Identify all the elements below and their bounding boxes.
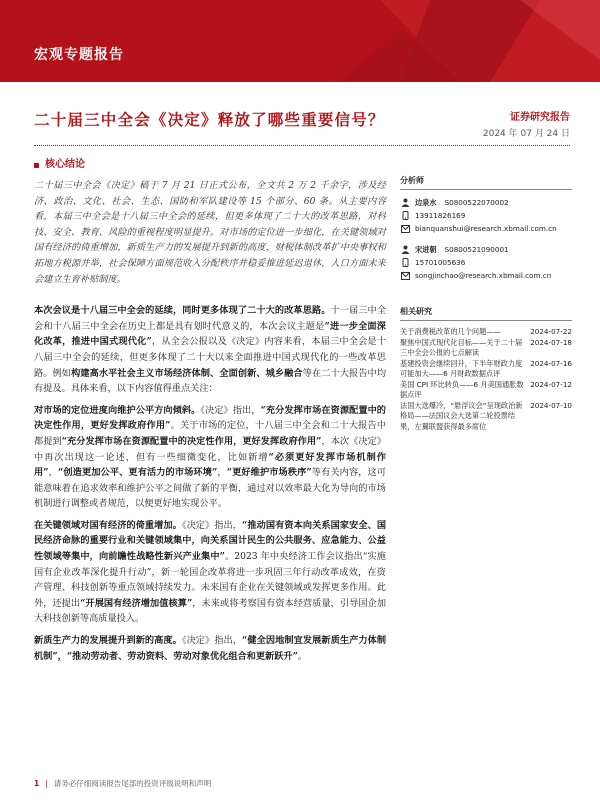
related-date: 2024-07-10 [530, 400, 572, 410]
related-item[interactable] [400, 380, 572, 401]
paragraph-2-text-d: 等有关内容，这可能意味着在追求效率和维护公平之间做了新的平衡，通过对以效率最大化为导向的市场机制进行调整或者规范，以便更好地实现公平。 [34, 467, 387, 510]
analyst-card [400, 243, 572, 282]
paragraph-3-text-a: 《决定》指出， [181, 519, 243, 531]
analyst-name-row [400, 243, 572, 256]
header-banner [0, 0, 600, 82]
paragraph-4-quote: “健全因地制宜发展新质生产力体制机制”，“推动劳动者、劳动资料、劳动对象优化组合和更新跃升” [34, 635, 387, 662]
paragraph-3-quote-b: “开展国有经济增加值核算” [80, 597, 193, 609]
square-bullet-icon [34, 163, 39, 168]
paragraph-1-lead: 本次会议是十八届三中全会的延续，同时更多体现了二十大的改革思路。 [34, 305, 331, 317]
analyst-name: 宋进朝 [415, 244, 437, 254]
paragraph-4-text-a: 《决定》指出， [181, 635, 243, 647]
paragraph-2-quote-a: “充分发挥市场在资源配置中的决定性作用，更好发挥政府作用” [34, 404, 386, 432]
related-date: 2024-07-12 [530, 379, 572, 389]
analyst-email[interactable]: bianquanshui@research.xbmail.com.cn [415, 224, 557, 233]
analyst-card [400, 196, 572, 235]
paragraph-2-text-a: 《决定》指出， [200, 404, 261, 416]
paragraph-2 [34, 403, 386, 512]
phone-icon [400, 258, 410, 267]
analyst-license: S0800522070002 [444, 198, 509, 207]
related-title: 关于消费税改革的几个问题—— [400, 327, 501, 336]
related-item[interactable] [400, 338, 572, 359]
paragraph-2-lead: 对市场的定位进度向维护公平方向倾斜。 [34, 404, 201, 416]
paragraph-4-text-b: 。 [297, 650, 308, 662]
person-icon [400, 198, 410, 207]
page-footer [34, 778, 211, 789]
analyst-email-row [400, 222, 572, 235]
related-heading: 相关研究 [400, 306, 572, 321]
report-category: 宏观专题报告 [34, 47, 124, 63]
summary-label: 核心结论 [45, 159, 85, 171]
report-date: 2024 年 07 月 24 日 [482, 129, 570, 139]
banner-decoration [340, 0, 600, 82]
analyst-name-row [400, 196, 572, 209]
analyst-phone: 13911826169 [415, 211, 466, 220]
main-body [34, 158, 386, 670]
paragraph-3-text-b: 。2023 年中央经济工作会议指出“实施国有企业改革深化提升行动”，新一轮国企改革将进一步巩固三年行动改革成效，在资产管理、科技创新等重点领域持续发力。未来国有企业在关键领域或发挥更多作用。此外，还提出 [34, 551, 386, 609]
analyst-email-row [400, 269, 572, 282]
analyst-heading: 分析师 [400, 175, 572, 190]
phone-icon [400, 211, 410, 220]
paragraph-1-text-c: 等在二十大报告中均有提及。具体来看，以下内容值得重点关注： [34, 367, 387, 395]
sidebar [400, 175, 572, 432]
analyst-phone-row [400, 209, 572, 222]
report-series: 证券研究报告 [510, 112, 570, 123]
paragraph-2-quote-b: “充分发挥市场在资源配置中的决定性作用，更好发挥政府作用” [61, 435, 322, 447]
page-number: 1 [34, 779, 40, 788]
email-icon [400, 271, 410, 280]
related-date: 2024-07-18 [530, 337, 572, 347]
related-title: 基建投资会继续回升，下半年财政力度可能加大——6 月财政数据点评 [400, 358, 523, 378]
paragraph-4-lead: 新质生产力的发展提升到新的高度。 [34, 635, 182, 647]
related-title: 聚焦中国式现代化目标——关于二十届三中全会公报的七点解读 [400, 337, 523, 357]
paragraph-4 [34, 633, 386, 664]
paragraph-2-text-b: 。关于市场的定位，十八届三中全会和二十大报告中都提到 [34, 420, 387, 447]
paragraph-1 [34, 303, 386, 397]
analyst-phone: 15701005636 [415, 258, 466, 267]
paragraph-2-quote-c: “必须更好发挥市场机制作用” [34, 451, 386, 479]
analyst-license: S0800521090001 [444, 245, 509, 254]
paragraph-3-quote-a: “推动国有资本向关系国家安全、国民经济命脉的重要行业和关键领域集中，向关系国计民生的公共服务、应急能力、公益性领域等集中，向前瞻性战略性新兴产业集中” [34, 519, 387, 563]
analyst-name: 边泉水 [415, 197, 437, 207]
paragraph-2-quote-e: “更好维护市场秩序” [226, 467, 312, 479]
footer-disclaimer: 请务必仔细阅读报告尾部的投资评级说明和声明 [53, 779, 212, 788]
related-item[interactable] [400, 327, 572, 338]
analyst-phone-row [400, 256, 572, 269]
related-date: 2024-07-22 [530, 327, 572, 336]
paragraph-1-quote: “进一步全面深化改革，推进中国式现代化” [34, 320, 386, 348]
related-research [400, 306, 572, 432]
summary-text: 二十届三中全会《决定》稿于 7 月 21 日正式公布，全文共 2 万 2 千余字，涉及经济、政治、文化、社会、生态、国防和军队建设等 15 个部分、60 条。从主要内容看，本届三中全会是十八届三中全会的延续，但更多体现了二十大的改革思路，对科技、安全、教育、风险的重视程度明显提升。对市场的定位进一步细化，在关键领域对国有经济的倚重增加，新质生产力的发展提升到新的高度，财税体制改革扩中央事权和拓地方税源并举，社会保障方面规范收入分配秩序并稳妥推进延迟退休，人口方面未来会建立生育补贴制度。 [34, 180, 386, 285]
summary-header [34, 158, 386, 172]
paragraph-3-text-c: ，未来或将考察国有资本经营质量，引导国企加大科技创新等高质量投入。 [34, 597, 387, 625]
analyst-email[interactable]: songjinchao@research.xbmail.com.cn [415, 271, 552, 280]
paragraph-3 [34, 518, 386, 627]
report-title: 二十届三中全会《决定》释放了哪些重要信号？ [34, 111, 385, 129]
related-item[interactable] [400, 401, 572, 433]
paragraph-1-highlight: 构建高水平社会主义市场经济体制、全面创新、城乡融合 [71, 367, 303, 379]
person-icon [400, 245, 410, 254]
footer-separator: | [45, 779, 48, 788]
related-title: 法国大选爆冷，“悬浮议会”呈现政治新格局——法国议会大选第二轮投票结果，左翼联盟获得最多席位 [400, 400, 523, 431]
paragraph-1-text-b: ，从全会公报以及《决定》内容来看，本届三中全会是十八届三中全会的延续，但更多体现了二十大以来全面推进中国式现代化的一些改革思路。例如 [34, 336, 386, 379]
paragraph-2-quote-d: “创造更加公平、更有活力的市场环境” [57, 467, 218, 479]
title-divider [34, 145, 570, 146]
paragraph-2-sep-b: ， [217, 467, 227, 479]
related-title: 美国 CPI 环比转负——6 月美国通胀数据点评 [400, 379, 524, 399]
paragraph-3-lead: 在关键领域对国有经济的倚重增加。 [34, 519, 182, 531]
email-icon [400, 224, 410, 233]
related-item[interactable] [400, 359, 572, 380]
paragraph-2-text-c: ，本次《决定》中再次出现这一论述，但有一些细微变化，比如新增 [34, 435, 387, 463]
paragraph-2-sep-a: ， [48, 467, 58, 479]
paragraph-1-text-a: 十一届三中全会和十八届三中全会在历史上都是具有划时代意义的，本次会议主题是 [34, 305, 387, 332]
related-date: 2024-07-16 [530, 358, 572, 368]
